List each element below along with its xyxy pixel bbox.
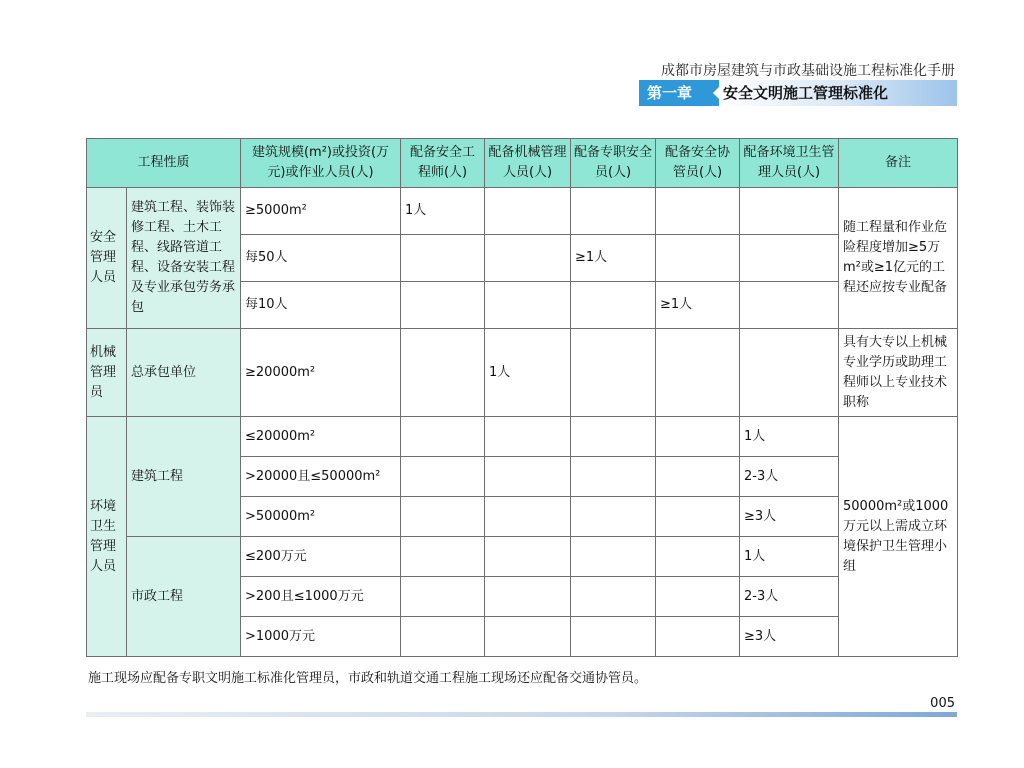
mech-cell [485,188,571,235]
table-footnote: 施工现场应配备专职文明施工标准化管理员，市政和轨道交通工程施工现场还应配备交通协管员。 [88,671,648,686]
engineer-cell [401,577,485,617]
scale-cell: ≥5000m² [241,188,401,235]
officer-cell: ≥1人 [571,235,656,282]
env-cell: ≥3人 [740,617,839,657]
chapter-label: 第一章 [639,80,731,106]
mech-cell [485,577,571,617]
table-row [87,537,958,577]
project-building: 建筑工程 [127,417,241,537]
header-safety-engineer: 配备安全工程师(人) [401,139,485,188]
scale-cell: ≥20000m² [241,329,401,417]
header-safety-assistant: 配备安全协管员(人) [656,139,740,188]
engineer-cell [401,235,485,282]
env-cell: 1人 [740,417,839,457]
mech-cell [485,537,571,577]
officer-cell [571,617,656,657]
scale-cell: >1000万元 [241,617,401,657]
engineer-cell [401,617,485,657]
officer-cell [571,497,656,537]
env-cell [740,235,839,282]
header-project-nature: 工程性质 [87,139,241,188]
assistant-cell [656,329,740,417]
mech-cell [485,282,571,329]
assistant-cell [656,537,740,577]
officer-cell [571,188,656,235]
assistant-cell [656,417,740,457]
env-cell [740,282,839,329]
assistant-cell [656,235,740,282]
mech-cell [485,417,571,457]
officer-cell [571,537,656,577]
category-environment: 环境卫生管理人员 [87,417,127,657]
engineer-cell [401,417,485,457]
table-row [87,188,958,235]
mech-cell [485,617,571,657]
header-environment-staff: 配备环境卫生管理人员(人) [740,139,839,188]
engineer-cell [401,537,485,577]
table-row [87,417,958,457]
officer-cell [571,282,656,329]
scale-cell: >20000且≤50000m² [241,457,401,497]
officer-cell [571,329,656,417]
engineer-cell [401,457,485,497]
project-municipal: 市政工程 [127,537,241,657]
assistant-cell: ≥1人 [656,282,740,329]
header-mechanical-staff: 配备机械管理人员(人) [485,139,571,188]
mech-cell [485,235,571,282]
engineer-cell [401,497,485,537]
table-row [87,329,958,417]
env-cell [740,188,839,235]
table-header-row [87,139,958,188]
scale-cell: 每50人 [241,235,401,282]
note-environment: 50000m²或1000万元以上需成立环境保护卫生管理小组 [839,417,958,657]
env-cell: ≥3人 [740,497,839,537]
mech-cell [485,497,571,537]
engineer-cell [401,282,485,329]
officer-cell [571,457,656,497]
page-number: 005 [930,696,955,711]
footer-gradient-bar [86,712,957,717]
assistant-cell [656,617,740,657]
engineer-cell [401,329,485,417]
header-safety-officer: 配备专职安全员(人) [571,139,656,188]
assistant-cell [656,577,740,617]
staffing-standard-table [86,138,958,657]
chapter-banner [639,80,957,106]
scale-cell: >200且≤1000万元 [241,577,401,617]
assistant-cell [656,188,740,235]
category-mechanical: 机械管理员 [87,329,127,417]
scale-cell: 每10人 [241,282,401,329]
engineer-cell: 1人 [401,188,485,235]
chapter-title: 安全文明施工管理标准化 [719,80,957,106]
scale-cell: >50000m² [241,497,401,537]
officer-cell [571,417,656,457]
scale-cell: ≤200万元 [241,537,401,577]
env-cell: 1人 [740,537,839,577]
header-remarks: 备注 [839,139,958,188]
category-safety: 安全管理人员 [87,188,127,329]
scale-cell: ≤20000m² [241,417,401,457]
project-mechanical: 总承包单位 [127,329,241,417]
env-cell: 2-3人 [740,577,839,617]
mech-cell [485,457,571,497]
mech-cell: 1人 [485,329,571,417]
note-mechanical: 具有大专以上机械专业学历或助理工程师以上专业技术职称 [839,329,958,417]
assistant-cell [656,457,740,497]
officer-cell [571,577,656,617]
book-title: 成都市房屋建筑与市政基础设施工程标准化手册 [661,63,955,79]
project-safety: 建筑工程、装饰装修工程、土木工程、线路管道工程、设备安装工程及专业承包劳务承包 [127,188,241,329]
assistant-cell [656,497,740,537]
note-safety: 随工程量和作业危险程度增加≥5万m²或≥1亿元的工程还应按专业配备 [839,188,958,329]
env-cell [740,329,839,417]
env-cell: 2-3人 [740,457,839,497]
header-scale: 建筑规模(m²)或投资(万元)或作业人员(人) [241,139,401,188]
